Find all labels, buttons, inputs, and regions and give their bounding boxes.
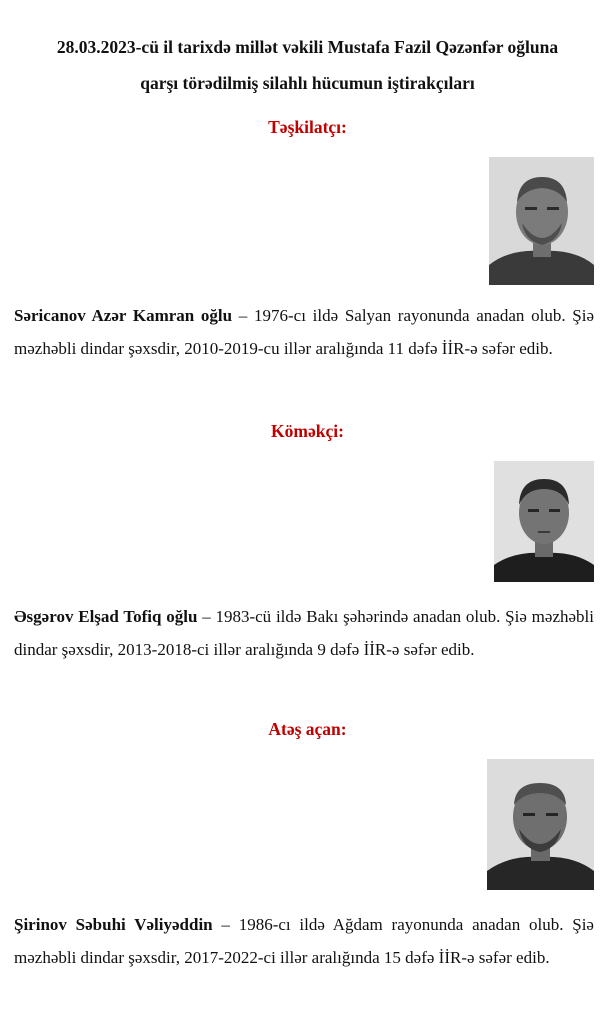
portrait-photo-assistant — [494, 461, 594, 582]
document-title-line-1: 28.03.2023-cü il tarixdə millət vəkili Mustafa Fazil Qəzənfər oğluna — [56, 37, 559, 57]
document-title-line-2: qarşı törədilmiş silahlı hücumun iştirakçıları — [140, 73, 475, 93]
bio-paragraph-assistant — [14, 600, 594, 666]
bio-paragraph-shooter — [14, 908, 594, 974]
person-bio-shooter: – 1986-cı ildə Ağdam rayonunda anadan olub. Şiə məzhəbli dindar şəxsdir, 2017-2022-ci illər aralığında 15 dəfə İİR-ə səfər edib. — [14, 915, 594, 967]
role-heading-assistant: Köməkçi: — [271, 421, 344, 441]
person-name-assistant: Əsgərov Elşad Tofiq oğlu — [14, 607, 198, 626]
person-name-shooter: Şirinov Səbuhi Vəliyəddin — [14, 915, 213, 934]
bio-paragraph-organizer — [14, 299, 594, 365]
role-heading-shooter: Atəş açan: — [268, 719, 347, 739]
person-bio-assistant: – 1983-cü ildə Bakı şəhərində anadan olub. Şiə məzhəbli dindar şəxsdir, 2013-2018-ci illər aralığında 9 dəfə İİR-ə səfər edib. — [14, 607, 594, 659]
person-bio-organizer: – 1976-cı ildə Salyan rayonunda anadan olub. Şiə məzhəbli dindar şəxsdir, 2010-2019-cu illər aralığında 11 dəfə İİR-ə səfər edib. — [14, 306, 594, 358]
portrait-photo-shooter — [487, 759, 594, 890]
person-name-organizer: Səricanov Azər Kamran oğlu — [14, 306, 233, 325]
role-heading-organizer: Təşkilatçı: — [268, 117, 347, 137]
portrait-photo-organizer — [489, 157, 594, 285]
